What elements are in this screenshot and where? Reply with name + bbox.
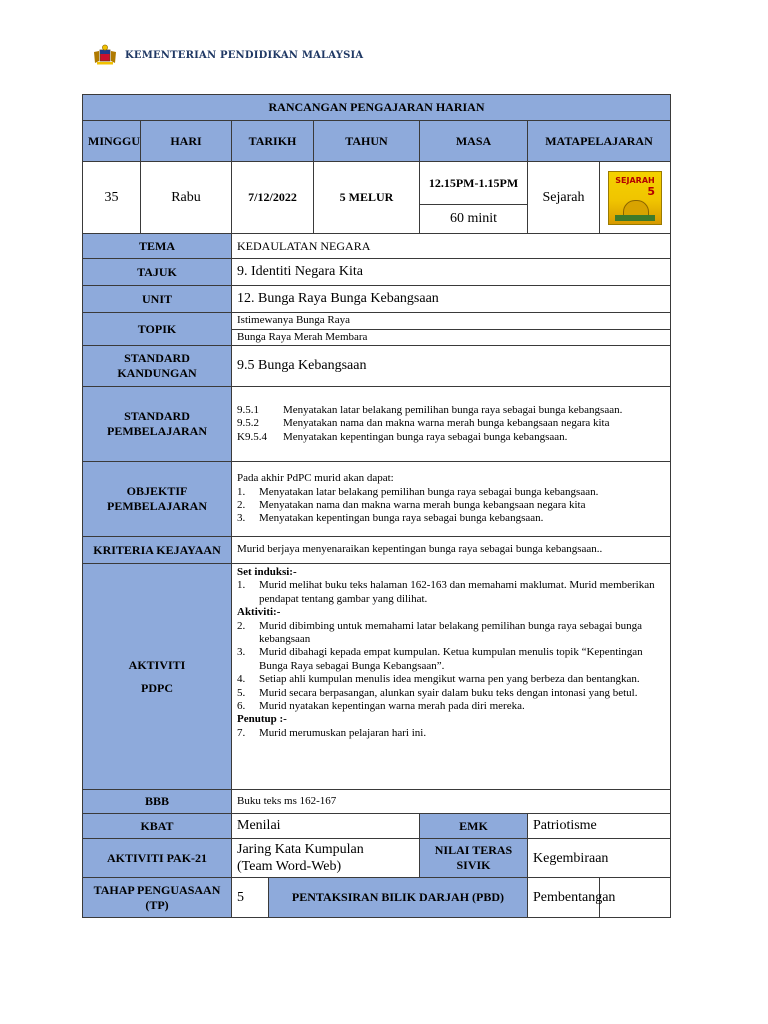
tema-value: KEDAULATAN NEGARA [232, 234, 671, 259]
pak21-value: Jaring Kata Kumpulan (Team Word-Web) [232, 839, 420, 878]
label-pak21: AKTIVITI PAK-21 [83, 839, 232, 878]
col-tarikh: TARIKH [232, 121, 314, 162]
sp-item: 9.5.2 Menyatakan nama dan makna warna merah bunga kebangsaan negara kita [237, 417, 610, 430]
topik-cell [232, 313, 671, 346]
plan-title: RANCANGAN PENGAJARAN HARIAN [83, 95, 671, 121]
label-standard-pembelajaran: STANDARD PEMBELAJARAN [83, 387, 232, 462]
aktiviti-item: 4. Setiap ahli kumpulan menulis idea mengikut warna pen yang berbeza dan bentangkan. [237, 673, 640, 686]
col-matapelajaran: MATAPELAJARAN [528, 121, 671, 162]
masa-cell [420, 162, 528, 234]
label-kriteria: KRITERIA KEJAYAAN [83, 537, 232, 564]
aktiviti-item: 1. Murid melihat buku teks halaman 162-163 dan memahami maklumat. Murid memberikan pendapat tentang gambar yang dilihat. [237, 579, 655, 605]
nilai-value: Kegembiraan [528, 839, 671, 878]
minggu-value: 35 [83, 162, 141, 234]
objektif-item: 2. Menyatakan nama dan makna warna merah bunga kebangsaan negara kita [237, 499, 586, 511]
label-tahap-penguasaan: TAHAP PENGUASAAN (TP) [83, 878, 232, 918]
set-induksi-label: Set induksi:- [237, 566, 297, 578]
label-kbat: KBAT [83, 814, 232, 839]
label-bbb: BBB [83, 790, 232, 814]
lesson-plan-table [82, 94, 671, 918]
topik-line-2: Bunga Raya Merah Membara [237, 330, 368, 343]
hari-value: Rabu [141, 162, 232, 234]
label-emk: EMK [420, 814, 528, 839]
coat-of-arms-icon [91, 44, 119, 66]
label-tema: TEMA [83, 234, 232, 259]
sp-item: 9.5.1 Menyatakan latar belakang pemilihan bunga raya sebagai bunga kebangsaan. [237, 403, 623, 416]
aktiviti-item: 3. Murid dibahagi kepada empat kumpulan. Ketua kumpulan menulis topik “Kepentingan Bunga Raya sebagai Bunga Kebangsaan”. [237, 646, 643, 672]
textbook-cover-image: SEJARAH 5 [608, 171, 662, 225]
label-pbd: PENTAKSIRAN BILIK DARJAH (PBD) [269, 878, 528, 918]
textbook-cover-cell [600, 162, 671, 234]
aktiviti-item: 5. Murid secara berpasangan, alunkan syair dalam buku teks dengan intonasi yang betul. [237, 686, 638, 699]
penutup-label: Penutup :- [237, 713, 287, 726]
ministry-header [91, 44, 363, 66]
aktiviti-label: Aktiviti:- [237, 606, 281, 619]
col-hari: HARI [141, 121, 232, 162]
aktiviti-item: 6. Murid nyatakan kepentingan warna merah pada diri mereka. [237, 700, 525, 713]
bbb-value: Buku teks ms 162-167 [232, 790, 671, 814]
label-tajuk: TAJUK [83, 259, 232, 286]
objektif-intro: Pada akhir PdPC murid akan dapat: [237, 472, 394, 485]
aktiviti-list [232, 564, 671, 790]
durasi-value: 60 minit [449, 210, 498, 226]
kbat-value: Menilai [232, 814, 420, 839]
sp-list [232, 387, 671, 462]
tarikh-value: 7/12/2022 [232, 162, 314, 234]
objektif-list [232, 462, 671, 537]
label-standard-kandungan: STANDARD KANDUNGAN [83, 346, 232, 387]
emk-value: Patriotisme [528, 814, 671, 839]
col-tahun: TAHUN [314, 121, 420, 162]
unit-value: 12. Bunga Raya Bunga Kebangsaan [232, 286, 671, 313]
objektif-item: 3. Menyatakan kepentingan bunga raya sebagai bunga kebangsaan. [237, 512, 544, 525]
kriteria-value: Murid berjaya menyenaraikan kepentingan bunga raya sebagai bunga kebangsaan.. [232, 537, 671, 564]
label-aktiviti: AKTIVITI PDPC [83, 564, 232, 790]
masa-value: 12.15PM-1.15PM [420, 163, 527, 205]
tahun-value: 5 MELUR [314, 162, 420, 234]
aktiviti-item: 7. Murid merumuskan pelajaran hari ini. [237, 726, 427, 739]
col-masa: MASA [420, 121, 528, 162]
col-minggu: MINGGU [83, 121, 141, 162]
tp-value: 5 [232, 878, 269, 918]
topik-line-1: Istimewanya Bunga Raya [232, 313, 670, 329]
objektif-item: 1. Menyatakan latar belakang pemilihan bunga raya sebagai bunga kebangsaan. [237, 485, 599, 498]
tajuk-value: 9. Identiti Negara Kita [232, 259, 671, 286]
sp-item: K9.5.4 Menyatakan kepentingan bunga raya sebagai bunga kebangsaan. [237, 430, 568, 443]
label-unit: UNIT [83, 286, 232, 313]
label-topik: TOPIK [83, 313, 232, 346]
label-nilai: NILAI TERAS SIVIK [420, 839, 528, 878]
subjek-value: Sejarah [528, 162, 600, 234]
label-objektif: OBJEKTIF PEMBELAJARAN [83, 462, 232, 537]
pbd-value: Pembentangan [528, 878, 600, 918]
ministry-name: KEMENTERIAN PENDIDIKAN MALAYSIA [125, 49, 364, 61]
sk-value: 9.5 Bunga Kebangsaan [232, 346, 671, 387]
aktiviti-item: 2. Murid dibimbing untuk memahami latar belakang pemilihan bunga raya sebagai bunga kebangsaan [237, 619, 643, 646]
